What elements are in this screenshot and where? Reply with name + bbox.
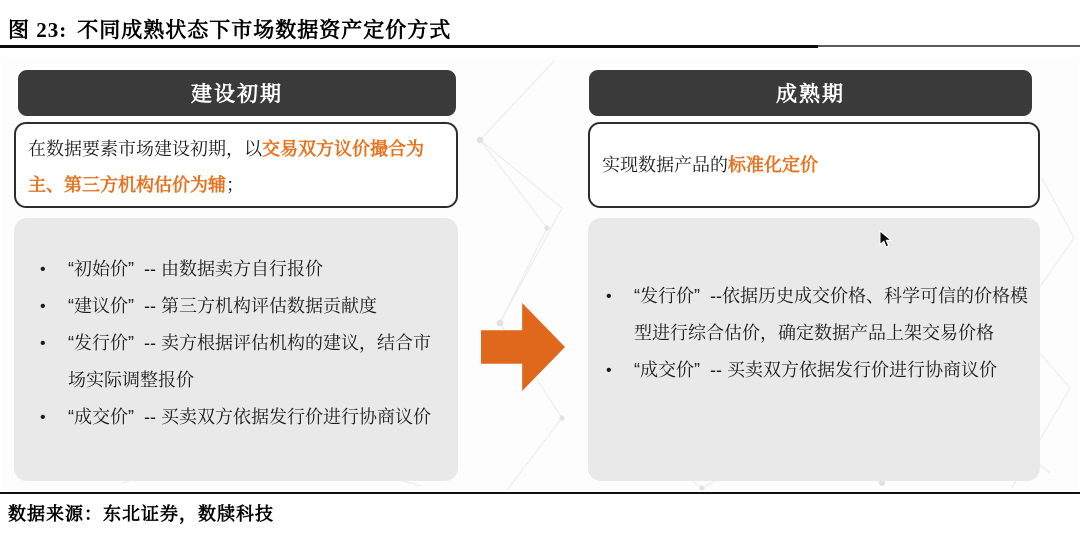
figure-number: 图 23:: [8, 18, 68, 42]
left-summary-suffix: ；: [226, 175, 244, 195]
right-summary-box: [588, 122, 1040, 208]
source-line: 数据来源：东北证券，数牍科技: [8, 504, 274, 524]
bullet-text: “初始价” -- 由数据卖方自行报价: [68, 259, 323, 279]
right-summary-text: [602, 147, 818, 183]
list-item: [34, 251, 458, 288]
left-header-label: 建设初期: [191, 83, 283, 106]
bullet-marker: •: [606, 362, 612, 379]
list-item: [600, 278, 1040, 352]
figure-title: 不同成熟状态下市场数据资产定价方式: [77, 18, 452, 42]
left-bullet-panel: [14, 218, 458, 481]
bullet-marker: •: [40, 298, 46, 315]
right-summary-highlight: 标准化定价: [728, 155, 818, 175]
bullet-marker: •: [40, 261, 46, 278]
list-item: [600, 352, 1040, 389]
title-underline-extension: [818, 45, 1080, 47]
bullet-marker: •: [606, 288, 612, 305]
list-item: [34, 399, 458, 436]
left-summary-prefix: 在数据要素市场建设初期，以: [28, 139, 262, 159]
list-item: [34, 325, 458, 399]
right-bullet-panel: [588, 218, 1040, 481]
bullet-marker: •: [40, 409, 46, 426]
bullet-text: “发行价” --依据历史成交价格、科学可信的价格模型进行综合估价，确定数据产品上架交易价格: [634, 286, 1028, 343]
bullet-text: “成交价” -- 买卖双方依据发行价进行协商议价: [634, 360, 997, 380]
right-bullet-list: [588, 278, 1040, 389]
bullet-text: “发行价” -- 卖方根据评估机构的建议，结合市场实际调整报价: [68, 333, 431, 390]
right-summary-prefix: 实现数据产品的: [602, 155, 728, 175]
figure-caption: [8, 14, 451, 44]
list-item: [34, 288, 458, 325]
right-header-label: 成熟期: [776, 83, 845, 106]
bullet-text: “建议价” -- 第三方机构评估数据贡献度: [68, 296, 377, 316]
left-bullet-list: [14, 251, 458, 436]
left-summary-highlight: 交易双方议价撮合为主、第三方机构估价为辅: [28, 139, 424, 195]
bullet-text: “成交价” -- 买卖双方依据发行价进行协商议价: [68, 407, 431, 427]
left-summary-box: [14, 122, 458, 208]
mouse-cursor-icon: [879, 230, 893, 249]
title-underline: [0, 45, 818, 48]
bottom-rule: [0, 492, 1080, 494]
left-column-header: [18, 70, 456, 116]
bullet-marker: •: [40, 335, 46, 352]
right-column-header: [589, 70, 1032, 116]
